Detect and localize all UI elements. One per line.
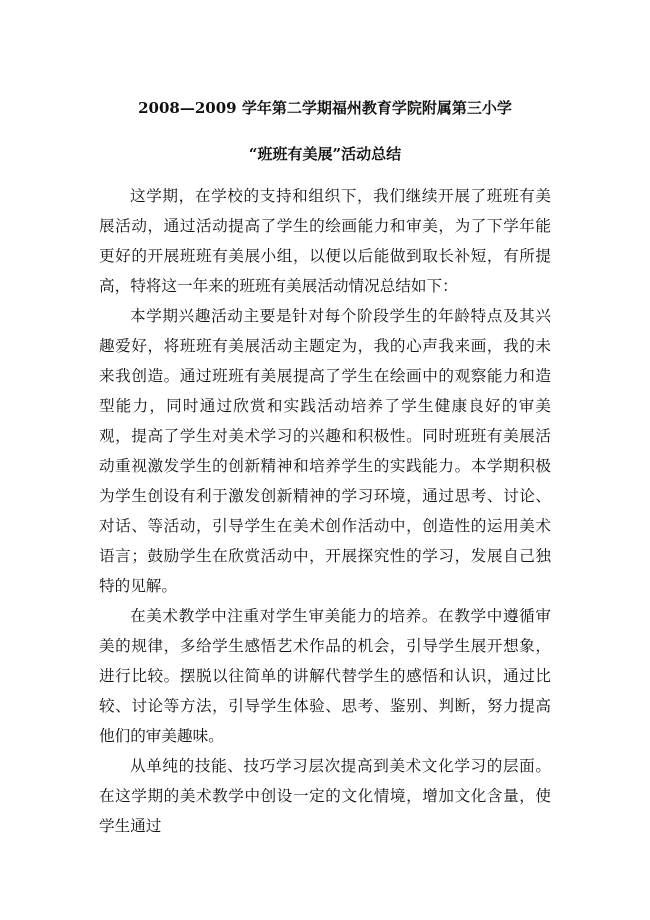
paragraph-4: 从单纯的技能、技巧学习层次提高到美术文化学习的层面。在这学期的美术教学中创设一定的文化情境，增加文化含量，使学生通过	[99, 757, 551, 835]
paragraph-2: 本学期兴趣活动主要是针对每个阶段学生的年龄特点及其兴趣爱好，将班班有美展活动主题定为，我的心声我来画，我的未来我创造。通过班班有美展提高了学生在绘画中的观察能力和造型能力，同时通过欣赏和实践活动培养了学生健康良好的审美观，提高了学生对美术学习的兴趣和积极性。同时班班有美展活动重视激发学生的创新精神和培养学生的实践能力。本学期积极为学生创设有利于激发创新精神的学习环境，通过思考、讨论、对话、等活动，引导学生在美术创作活动中，创造性的运用美术语言；鼓励学生在欣赏活动中，开展探究性的学习，发展自己独特的见解。	[99, 307, 551, 595]
document-body	[99, 181, 551, 841]
paragraph-3: 在美术教学中注重对学生审美能力的培养。在教学中遵循审美的规律，多给学生感悟艺术作品的机会，引导学生展开想象，进行比较。摆脱以往简单的讲解代替学生的感悟和认识，通过比较、讨论等方法，引导学生体验、思考、鉴别、判断，努力提高他们的审美趣味。	[99, 607, 551, 745]
paragraph-1: 这学期，在学校的支持和组织下，我们继续开展了班班有美展活动，通过活动提高了学生的绘画能力和审美，为了下学年能更好的开展班班有美展小组，以便以后能做到取长补短，有所提高，特将这一年来的班班有美展活动情况总结如下：	[99, 187, 551, 295]
document-title-line-1: 2008—2009 学年第二学期福州教育学院附属第三小学	[138, 99, 512, 117]
document-title-line-2: “班班有美展”活动总结	[248, 145, 402, 163]
